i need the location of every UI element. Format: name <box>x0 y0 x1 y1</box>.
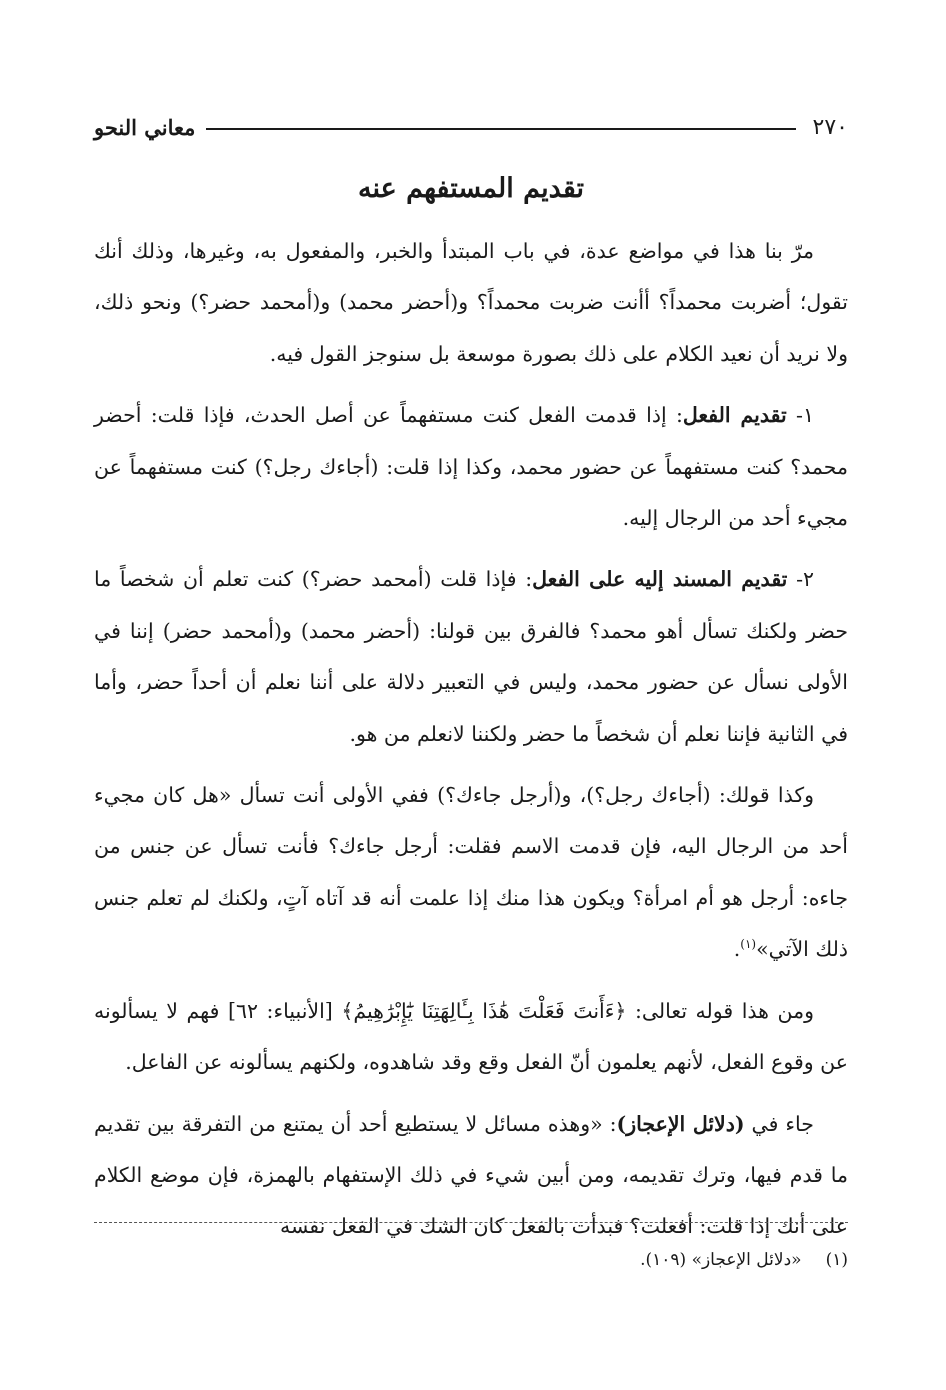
footnote-mark: (١) <box>825 1250 848 1270</box>
footnote-rule <box>94 1222 848 1223</box>
paragraph-text: ومن هذا قوله تعالى: <box>626 998 814 1023</box>
paragraph-text: : فإذا قلت (أمحمد حضر؟) كنت تعلم أن شخصاً ما حضر ولكنك تسأل أهو محمد؟ فالفرق بين قولنا: (أحضر محمد) و(أمحمد حضر) إننا في الأولى نسأل عن حضور محمد، وليس في التعبير دلالة على أننا نعلم أن أحداً حضر، وأما في الثانية فإننا نعلم أن شخصاً ما حضر ولكننا لانعلم من هو. <box>94 567 848 746</box>
running-header <box>94 112 848 148</box>
paragraph-subject-fronting <box>94 554 848 760</box>
footnote <box>94 1246 848 1274</box>
body-text <box>94 226 848 1263</box>
cited-book-title: (دلائل الإعجاز) <box>616 1111 745 1136</box>
book-title: معاني النحو <box>94 115 196 140</box>
footnote-reference[interactable]: (١) <box>740 937 757 952</box>
paragraph-example: وكذا قولك: (أجاءك رجل؟)، و(أرجل جاءك؟) ففي الأولى أنت تسأل «هل كان مجيء أحد من الرجال اليه، فإن قدمت الاسم فقلت: أرجل جاءك؟ فأنت تسأل عن جنس من جاءه: أرجل هو أم امرأة؟ ويكون هذا منك إذا علمت أنه قد آتاه آتٍ، ولكنك لم تعلم جنس ذلك الآتي»$^{(١)}$. <box>94 783 848 962</box>
section-title: تقديم المستفهم عنه <box>357 173 584 204</box>
item-number: ١- <box>786 403 814 428</box>
item-number: ٢- <box>787 567 815 592</box>
paragraph-quran-example <box>94 986 848 1089</box>
paragraph-text: : إذا قدمت الفعل كنت مستفهماً عن أصل الحدث، فإذا قلت: أحضر محمد؟ كنت مستفهماً عن حضور محمد، وكذا إذا قلت: (أجاءك رجل؟) كنت مستفهماً عن مجيء أحد من الرجال إليه. <box>94 403 848 531</box>
paragraph-text: جاء في <box>744 1111 814 1136</box>
paragraph-quotation <box>94 1099 848 1253</box>
subheading-verb-fronting: تقديم الفعل <box>682 403 787 428</box>
paragraph-intro: مرّ بنا هذا في مواضع عدة، في باب المبتدأ والخبر، والمفعول به، وغيرها، وذلك أنك تقول؛ أضربت محمداً؟ أأنت ضربت محمداً؟ و(أحضر محمد) و(أمحمد حضر؟) ونحو ذلك، ولا نريد أن نعيد الكلام على ذلك بصورة موسعة بل سنوجز القول فيه. <box>94 239 848 366</box>
subheading-subject-fronting: تقديم المسند إليه على الفعل <box>532 567 788 592</box>
quran-verse: ﴿ءَأَنتَ فَعَلْتَ هَٰذَا بِـَٔالِهَتِنَا يَٰٓإِبْرَٰهِيمُ﴾ <box>341 998 627 1023</box>
book-page <box>94 0 848 1390</box>
paragraph-text: وكذا قولك: (أجاءك رجل؟)، و(أرجل جاءك؟) ففي الأولى أنت تسأل «هل كان مجيء أحد من الرجال اليه، فإن قدمت الاسم فقلت: أرجل جاءك؟ فأنت تسأل عن جنس من جاءه: أرجل هو أم امرأة؟ ويكون هذا منك إذا علمت أنه قد آتاه آتٍ، ولكنك لم تعلم جنس ذلك الآتي» <box>94 783 848 962</box>
paragraph-text: [الأنبياء: ٦٢] فهم لا يسألونه عن وقوع الفعل، لأنهم يعلمون أنّ الفعل وقع وقد شاهدوه، ولكنهم يسألونه عن الفاعل. <box>94 998 848 1075</box>
paragraph-verb-fronting <box>94 390 848 544</box>
page-number: ٢٧٠ <box>812 115 848 140</box>
footnote-text: «دلائل الإعجاز» (١٠٩). <box>640 1250 802 1270</box>
paragraph-text: : «وهذه مسائل لا يستطيع أحد أن يمتنع من التفرقة بين تقديم ما قدم فيها، وترك تقديمه، ومن أبين شيء في ذلك الإستفهام بالهمزة، فإن موضع الكلام على أنك إذا قلت: أفعلت؟ فبدأت بالفعل كان الشك في الفعل نفسه <box>94 1111 848 1239</box>
header-rule <box>206 128 796 130</box>
